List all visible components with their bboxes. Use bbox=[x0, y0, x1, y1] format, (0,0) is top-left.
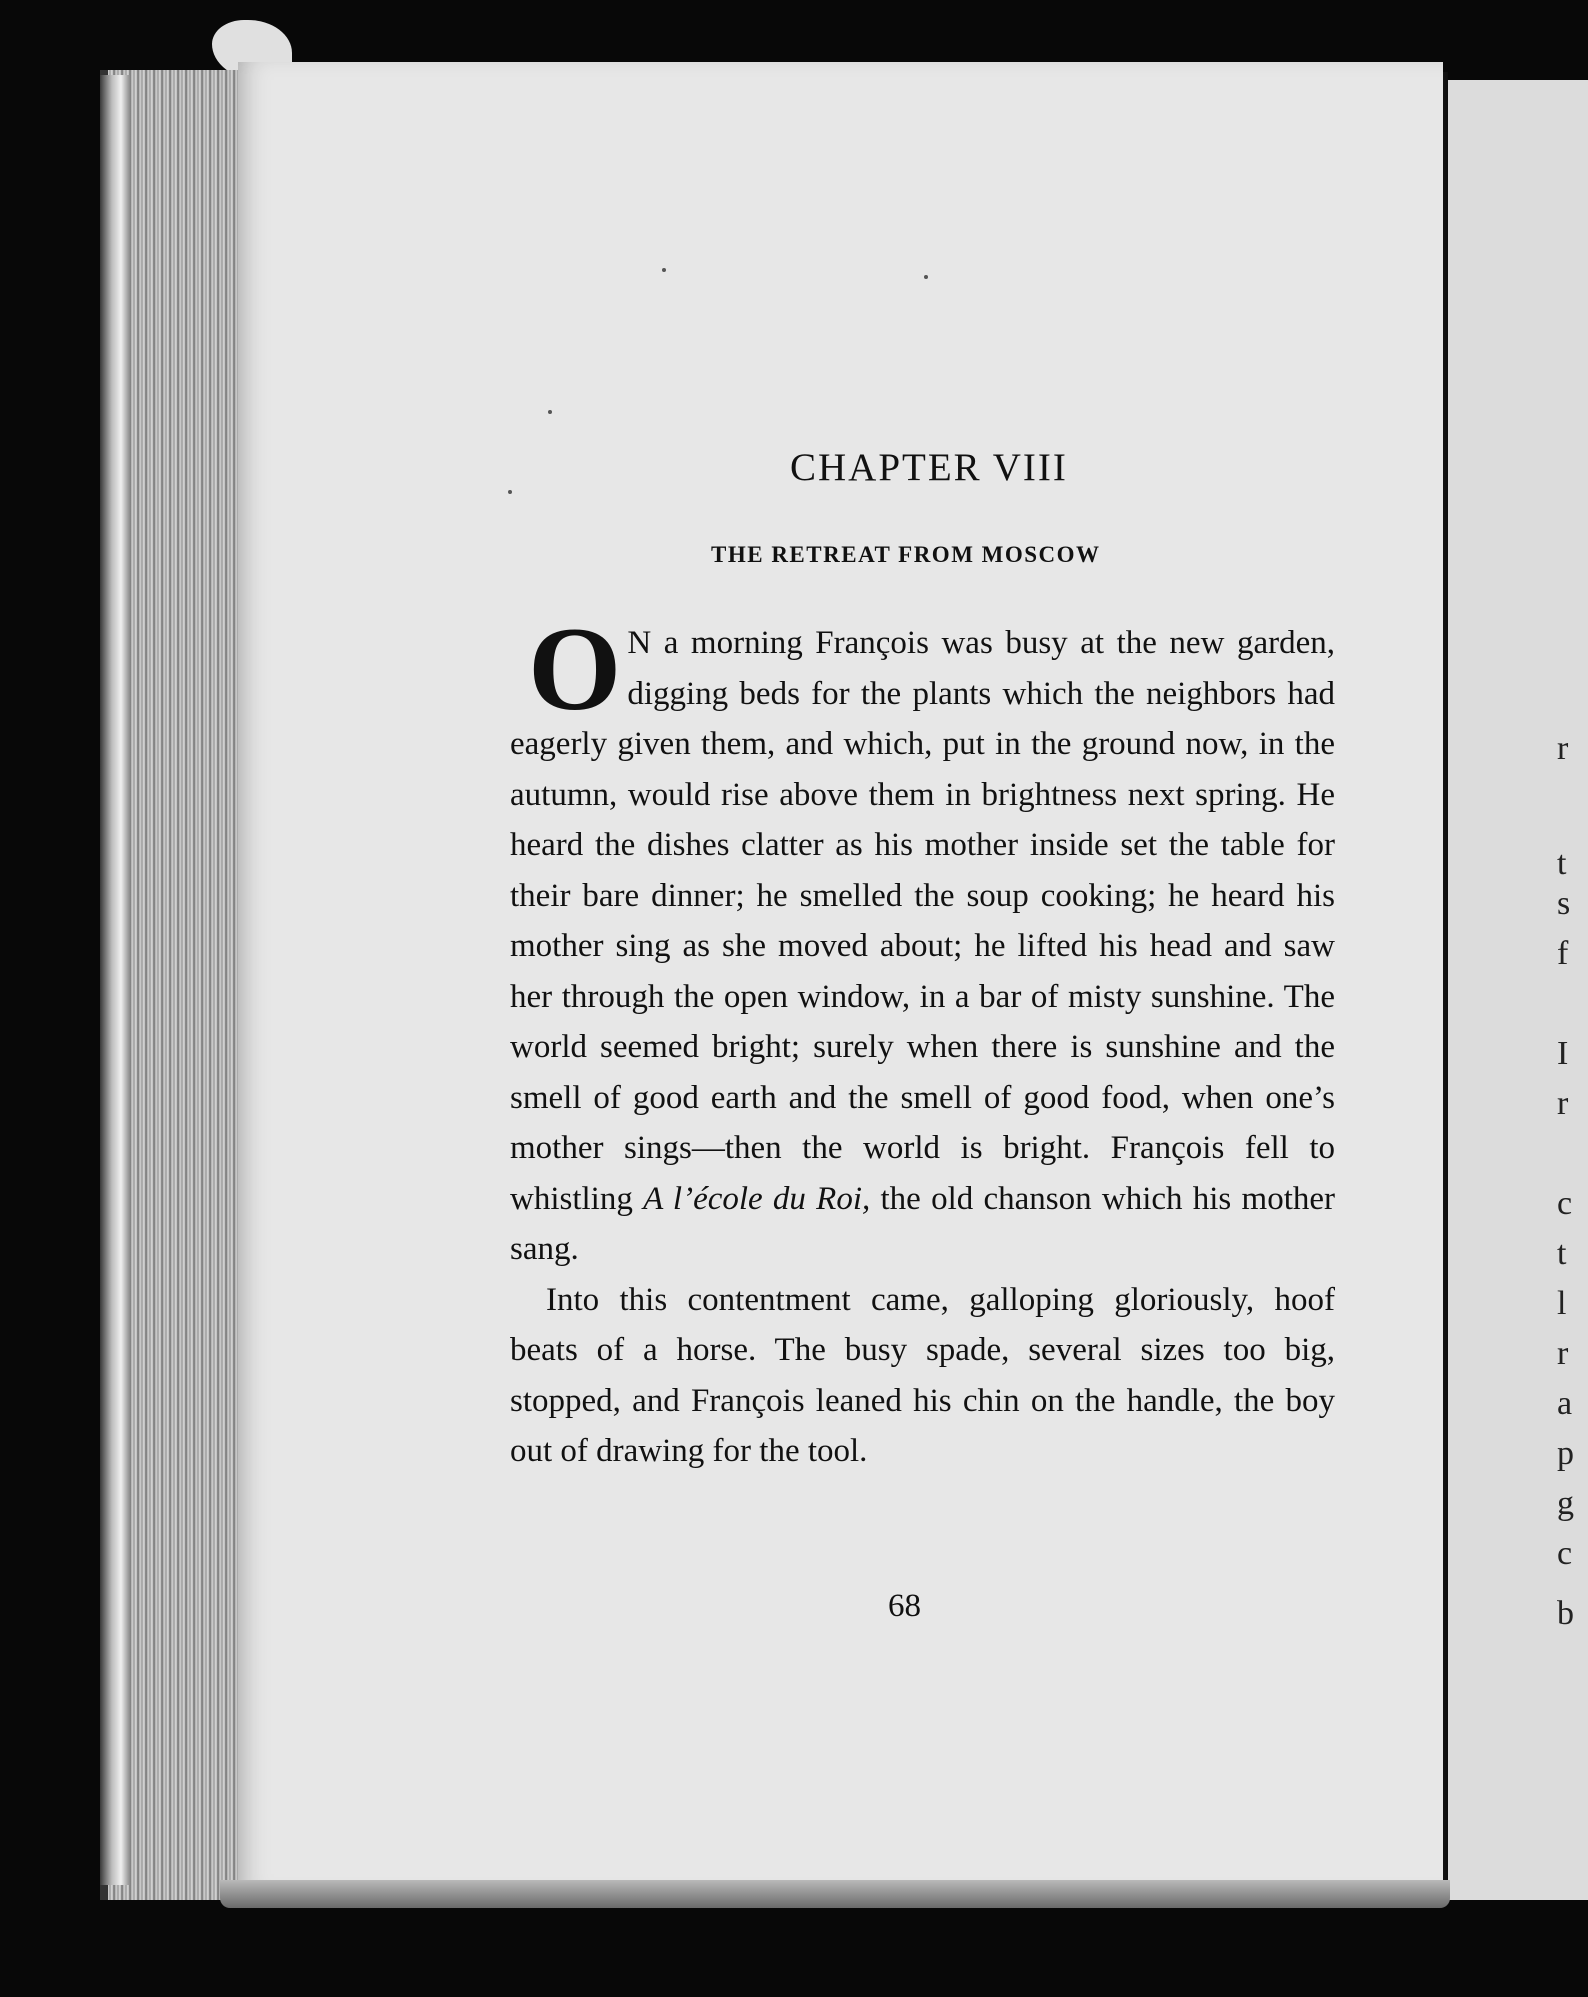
facing-page-letter: l bbox=[1557, 1285, 1567, 1322]
facing-page-letter: t bbox=[1557, 845, 1567, 882]
facing-page-letter: f bbox=[1557, 935, 1569, 972]
song-title: A l’école du Roi, bbox=[643, 1180, 871, 1217]
facing-page-letter: I bbox=[1557, 1035, 1569, 1072]
chapter-heading: CHAPTER VIII bbox=[790, 446, 1068, 489]
paragraph-1 bbox=[510, 602, 1335, 1275]
facing-page-letter: c bbox=[1557, 1185, 1573, 1222]
facing-page-letter: c bbox=[1557, 1535, 1573, 1572]
facing-page-letter: b bbox=[1557, 1595, 1574, 1632]
drop-cap: O bbox=[528, 602, 622, 735]
facing-page-letter: p bbox=[1557, 1435, 1574, 1472]
facing-page-letter: a bbox=[1557, 1385, 1573, 1422]
facing-page-letter: r bbox=[1557, 1335, 1569, 1372]
paragraph-2: Into this contentment came, galloping gloriously, hoof beats of a horse. The busy spade, several sizes too big, stopped, and François leaned his chin on the handle, the boy out of drawing for the tool. bbox=[510, 1281, 1335, 1469]
paragraph-1-end: the old chanson which his mother sang. bbox=[510, 1180, 1335, 1267]
page-number: 68 bbox=[888, 1588, 921, 1624]
facing-page-letter: s bbox=[1557, 885, 1571, 922]
chapter-title: THE RETREAT FROM MOSCOW bbox=[711, 542, 1101, 567]
facing-page-letter: r bbox=[1557, 730, 1569, 767]
facing-page-letter: t bbox=[1557, 1235, 1567, 1272]
facing-page-letter: r bbox=[1557, 1085, 1569, 1122]
facing-page-letter: g bbox=[1557, 1485, 1574, 1522]
body-text bbox=[510, 602, 1335, 1477]
paragraph-1-text: N a morning François was busy at the new garden, digging beds for the plants which the neighbors had eagerly given them, and which, put in the ground now, in the autumn, would rise above them in brightness next spring. He heard the dishes clatter as his mother inside set the table for their bare dinner; he smelled the soup cooking; he heard his mother sing as she moved about; he lifted his head and saw her through the open window, in a bar of misty sunshine. The world seemed bright; surely when there is sunshine and the smell of good earth and the smell of good food, when one’s mother sings—then the world is bright. François fell to whistling bbox=[510, 625, 1335, 1217]
